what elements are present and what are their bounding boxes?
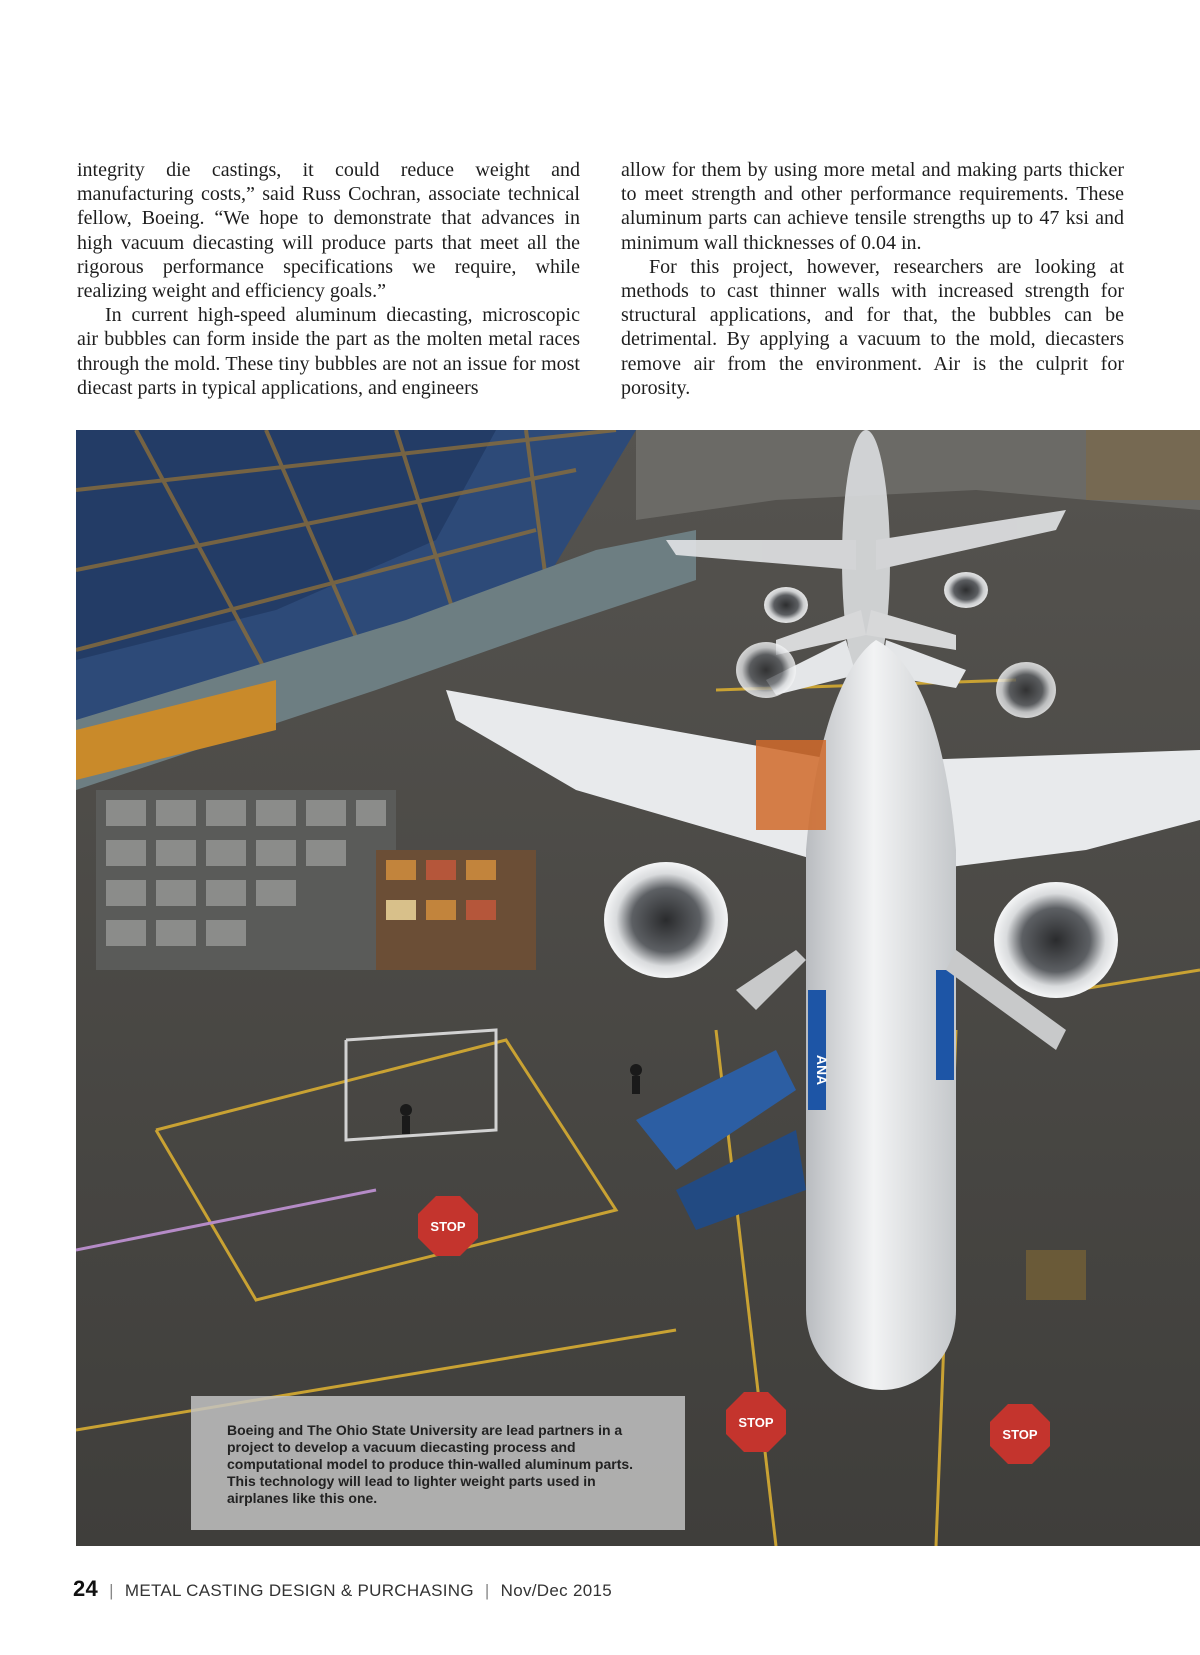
paragraph: In current high-speed aluminum diecasting, microscopic air bubbles can form inside the part as the molten metal races through the mold. These tiny bubbles are not an issue for most diecast parts in typical applications, and engineers bbox=[77, 304, 580, 399]
stop-sign bbox=[726, 1392, 786, 1452]
article-column-right bbox=[621, 158, 1124, 400]
office-area bbox=[96, 790, 396, 970]
page-footer bbox=[73, 1576, 612, 1602]
stop-sign bbox=[418, 1196, 478, 1256]
page-number: 24 bbox=[73, 1576, 99, 1601]
issue-date: Nov/Dec 2015 bbox=[500, 1581, 612, 1600]
svg-text:STOP: STOP bbox=[738, 1415, 774, 1430]
engine-left bbox=[604, 862, 728, 978]
parts-racks bbox=[376, 850, 536, 970]
factory-photo bbox=[76, 430, 1200, 1546]
svg-text:ANA: ANA bbox=[814, 1054, 830, 1086]
paragraph: integrity die castings, it could reduce weight and manufacturing costs,” said Russ Cochran, associate technical fellow, Boeing. “We hope to demonstrate that advances in high vacuum diecasting will produce parts that meet all the rigorous performance specifications we require, while realizing weight and efficiency goals.” bbox=[77, 159, 580, 303]
paragraph: allow for them by using more metal and making parts thicker to meet strength and other performance requirements. These aluminum parts can achieve tensile strengths up to 47 ksi and minimum wall thicknesses of 0.04 in. bbox=[621, 159, 1124, 254]
engine-right bbox=[994, 882, 1118, 998]
svg-text:STOP: STOP bbox=[430, 1219, 466, 1234]
photo-caption: Boeing and The Ohio State University are lead partners in a project to develop a vacuum diecasting process and computational model to produce thin-walled aluminum parts. This technology will lead to lighter weight parts used in airplanes like this one. bbox=[191, 1396, 685, 1530]
footer-separator: | bbox=[484, 1581, 490, 1600]
svg-text:STOP: STOP bbox=[1002, 1427, 1038, 1442]
publication-name: METAL CASTING DESIGN & PURCHASING bbox=[124, 1581, 474, 1600]
stop-sign bbox=[990, 1404, 1050, 1464]
paragraph: For this project, however, researchers are looking at methods to cast thinner walls with increased strength for structural applications, and for that, the bubbles can be detrimental. By applying a vacuum to the mold, diecasters remove air from the environment. Air is the culprit for porosity. bbox=[621, 255, 1124, 399]
article-column-left bbox=[77, 158, 580, 400]
footer-separator: | bbox=[109, 1581, 114, 1600]
